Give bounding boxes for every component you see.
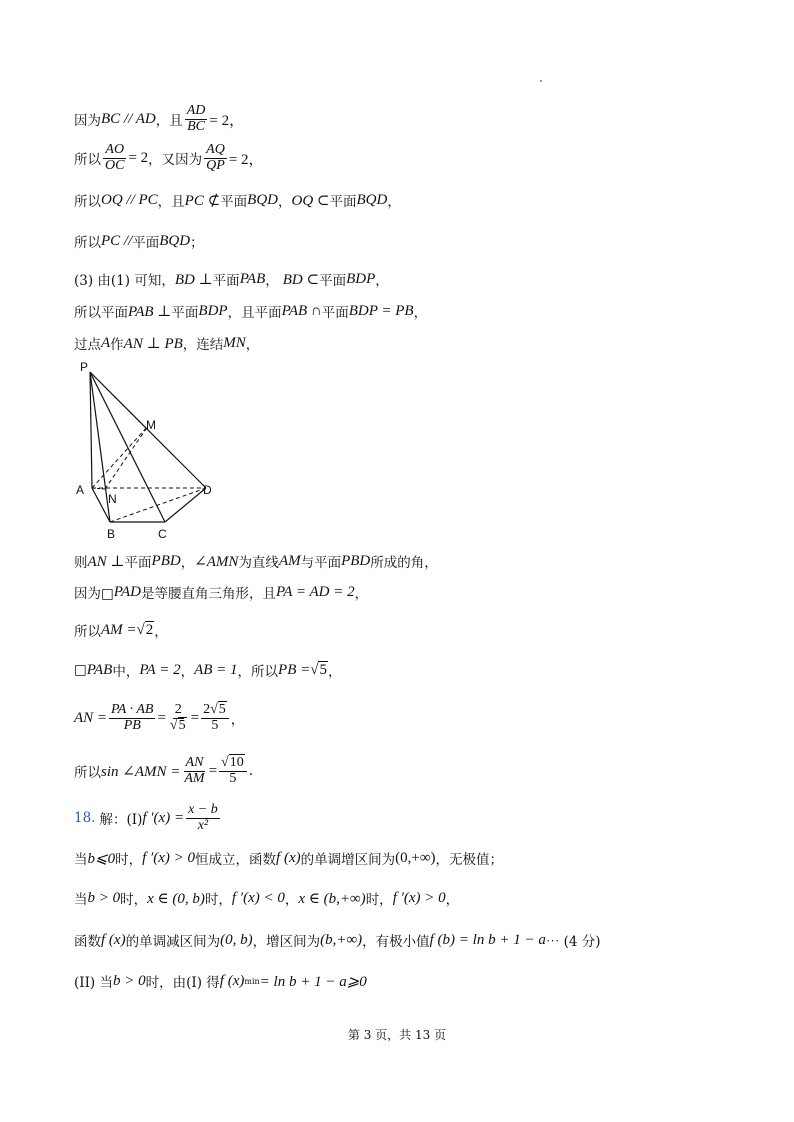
line-18	[74, 971, 367, 991]
text: 平面	[171, 305, 199, 321]
text: (3) 由(1) 可知，	[74, 273, 175, 289]
line-5	[74, 269, 389, 289]
fraction	[109, 703, 155, 733]
fraction	[204, 143, 227, 173]
text: 解：(I)	[99, 812, 143, 829]
text: 的单调减区间为	[125, 934, 221, 950]
math: BDP = PB	[348, 302, 414, 319]
text: 所以平面	[74, 305, 128, 321]
text: 所以	[74, 194, 101, 210]
math: PA = AD = 2	[276, 583, 355, 600]
text: 平面	[329, 194, 357, 210]
text: ，	[445, 892, 460, 908]
math: f (b) = ln b + 1 − a	[429, 931, 546, 948]
line-3	[74, 190, 401, 210]
math: PC ⊄	[184, 192, 221, 209]
denominator: AM	[184, 770, 205, 786]
label-m: M	[146, 418, 156, 432]
text: 函数	[74, 934, 101, 950]
text: ，增区间为	[252, 934, 321, 950]
denominator: OC	[105, 157, 125, 173]
math: BD ⊂	[282, 271, 320, 288]
math: ∠AMN	[194, 553, 239, 570]
math: b > 0	[87, 889, 121, 906]
fraction	[185, 104, 208, 134]
math: BC // AD	[101, 110, 156, 127]
math: PBD	[341, 552, 371, 569]
line-8	[74, 551, 438, 571]
numerator: AQ	[206, 142, 225, 157]
text: ，	[375, 273, 389, 289]
math: f (x)	[219, 972, 245, 989]
text: 则	[74, 555, 88, 571]
denominator: 5	[178, 717, 186, 733]
math: f (x)	[101, 931, 126, 948]
text: 所成的角，	[370, 555, 438, 571]
line-7	[74, 333, 259, 353]
text: ，且	[157, 194, 185, 210]
text: .	[248, 763, 254, 780]
numerator: AD	[186, 103, 206, 118]
line-16	[74, 888, 459, 908]
fraction: $\frac{2}{√5}$	[169, 702, 186, 733]
math: OQ // PC	[101, 191, 158, 208]
label-c: C	[158, 527, 167, 541]
text: ，连结	[182, 337, 224, 353]
text: 的单调增区间为	[300, 852, 396, 868]
math: x ∈ (0, b)	[147, 890, 205, 907]
math: =	[190, 709, 200, 726]
text: ，无极值；	[435, 852, 504, 868]
math: AN =	[74, 709, 108, 726]
line-4	[74, 231, 204, 251]
math: = 2	[128, 149, 149, 166]
math: MN	[223, 334, 246, 351]
line-6	[74, 301, 427, 321]
text: ，	[154, 624, 168, 640]
math: f ′(x) =	[142, 809, 185, 826]
line-14	[74, 803, 222, 833]
math: PC //	[101, 232, 133, 249]
text: 因为	[74, 113, 101, 130]
math: AM =	[101, 621, 137, 638]
text: 当	[74, 892, 88, 908]
text: ，	[245, 337, 260, 353]
text: 过点	[74, 337, 101, 353]
math: PB =	[278, 661, 311, 678]
fraction	[103, 143, 126, 173]
math: OQ ⊂	[291, 192, 330, 209]
math: = 2，	[209, 112, 245, 129]
math: b > 0	[113, 972, 146, 989]
text: (II) 当	[74, 975, 113, 991]
speck	[540, 80, 542, 82]
math: (0,+∞)	[395, 849, 436, 866]
text: 所以	[74, 152, 101, 169]
label-d: D	[203, 483, 212, 497]
fraction	[186, 803, 220, 833]
line-1	[74, 104, 244, 134]
text: 平面	[132, 235, 160, 251]
text: ，	[278, 194, 292, 210]
math: AN ⊥	[87, 553, 125, 570]
math: BD ⊥	[174, 271, 213, 288]
text: 平面	[319, 273, 347, 289]
text: 时，	[204, 892, 232, 908]
text: 为直线	[238, 555, 279, 571]
denominator: BC	[187, 118, 206, 134]
text: 因为□	[74, 586, 114, 602]
fraction: $\frac{√10}{5}$	[219, 756, 247, 786]
question-number: 18.	[74, 810, 96, 827]
denominator: PB	[123, 717, 141, 733]
math: sin ∠AMN =	[101, 763, 181, 780]
math: f (x)	[276, 849, 301, 866]
subscript: min	[244, 976, 260, 986]
text: ⋯ (4 分)	[545, 934, 601, 950]
math: BDP	[346, 270, 376, 287]
math: BQD	[247, 191, 278, 208]
fraction	[182, 756, 206, 786]
line-15	[74, 848, 503, 868]
text: 所以	[74, 235, 101, 251]
text: 与平面	[300, 555, 342, 571]
text: ，	[354, 586, 369, 602]
text: ，且	[155, 113, 183, 130]
text: 时，	[115, 852, 143, 868]
text: 平面	[124, 555, 152, 571]
line-12	[74, 703, 244, 733]
line-10: 所以 AM = √2 ，	[74, 621, 168, 640]
label-a: A	[76, 483, 85, 497]
text: 平面	[321, 305, 349, 321]
text: 时，	[120, 892, 148, 908]
math: PAB ∩	[281, 302, 322, 319]
math: AN ⊥ PB	[123, 335, 183, 352]
sqrt-radicand: 5	[319, 661, 327, 678]
text: ，	[387, 194, 401, 210]
math: PAB	[86, 661, 113, 678]
sqrt-radicand: 2	[145, 621, 154, 638]
line-2	[74, 143, 264, 173]
text: ，且平面	[227, 305, 282, 321]
text: ，又因为	[148, 152, 203, 169]
math: x ∈ (b,+∞)	[298, 890, 366, 907]
numerator: AO	[105, 142, 125, 157]
text: ，	[413, 305, 428, 321]
text: ，	[327, 664, 342, 680]
text: 平面	[212, 273, 240, 289]
math: A	[101, 334, 111, 351]
text: 时，由(I) 得	[145, 975, 220, 991]
numerator: AN	[185, 755, 204, 770]
denominator: QP	[206, 157, 225, 173]
math: PAD	[113, 583, 141, 600]
page-footer: 第 3 页，共 13 页	[347, 1028, 447, 1042]
text: 当	[74, 852, 88, 868]
line-17	[74, 930, 601, 950]
text: 时，	[365, 892, 393, 908]
text: □	[74, 662, 87, 678]
math: AM	[278, 552, 301, 569]
math: f ′(x) > 0	[392, 889, 446, 906]
math: AB = 1	[194, 661, 238, 678]
text: ，所以	[237, 664, 279, 680]
math: f ′(x) < 0	[231, 889, 285, 906]
line-9	[74, 582, 368, 602]
text: ，	[230, 712, 245, 729]
denominator: 5	[229, 770, 237, 786]
math: (b,+∞)	[320, 931, 363, 948]
text: ，	[180, 664, 195, 680]
numerator: 10	[229, 755, 244, 770]
text: 恒成立，函数	[195, 852, 277, 868]
pyramid-figure	[70, 360, 230, 545]
denominator: x²	[197, 817, 209, 833]
text: 中，	[112, 664, 140, 680]
text: 平面	[220, 194, 248, 210]
text: ；	[190, 235, 204, 251]
numerator: x − b	[188, 802, 218, 817]
math: BDP	[198, 302, 228, 319]
text: 所以	[74, 765, 101, 782]
math: b⩽0	[87, 850, 116, 867]
line-13	[74, 756, 253, 786]
fraction: $\frac{2√5}{5}$	[201, 703, 229, 733]
text: 所以	[74, 624, 101, 640]
label-p: P	[80, 360, 89, 374]
math: PAB	[239, 270, 266, 287]
text: ，	[180, 555, 195, 571]
math: f ′(x) > 0	[142, 849, 196, 866]
math: =	[208, 762, 218, 779]
math: BQD	[159, 232, 191, 249]
math: (0, b)	[220, 931, 253, 948]
text: ，	[265, 273, 279, 289]
numerator: PA · AB	[111, 702, 154, 717]
math: = ln b + 1 − a⩾0	[259, 973, 367, 990]
text: 作	[110, 337, 124, 353]
math: PA = 2	[139, 661, 181, 678]
math: BQD	[356, 191, 388, 208]
math: =	[157, 709, 166, 726]
numerator: 2	[203, 702, 211, 717]
line-11: □ PAB 中， PA = 2 ， AB = 1 ，所以 PB = √5 ，	[74, 661, 342, 680]
math: = 2，	[228, 151, 264, 168]
numerator-sqrt: 5	[218, 702, 226, 717]
numerator: 2	[174, 702, 182, 717]
text: ，	[284, 892, 299, 908]
denominator: 5	[211, 717, 219, 733]
math: PAB ⊥	[128, 303, 172, 320]
math: PBD	[151, 552, 181, 569]
text: ，有极小值	[362, 934, 430, 950]
text: 是等腰直角三角形，且	[141, 586, 276, 602]
label-b: B	[107, 527, 116, 541]
label-n: N	[108, 492, 117, 506]
